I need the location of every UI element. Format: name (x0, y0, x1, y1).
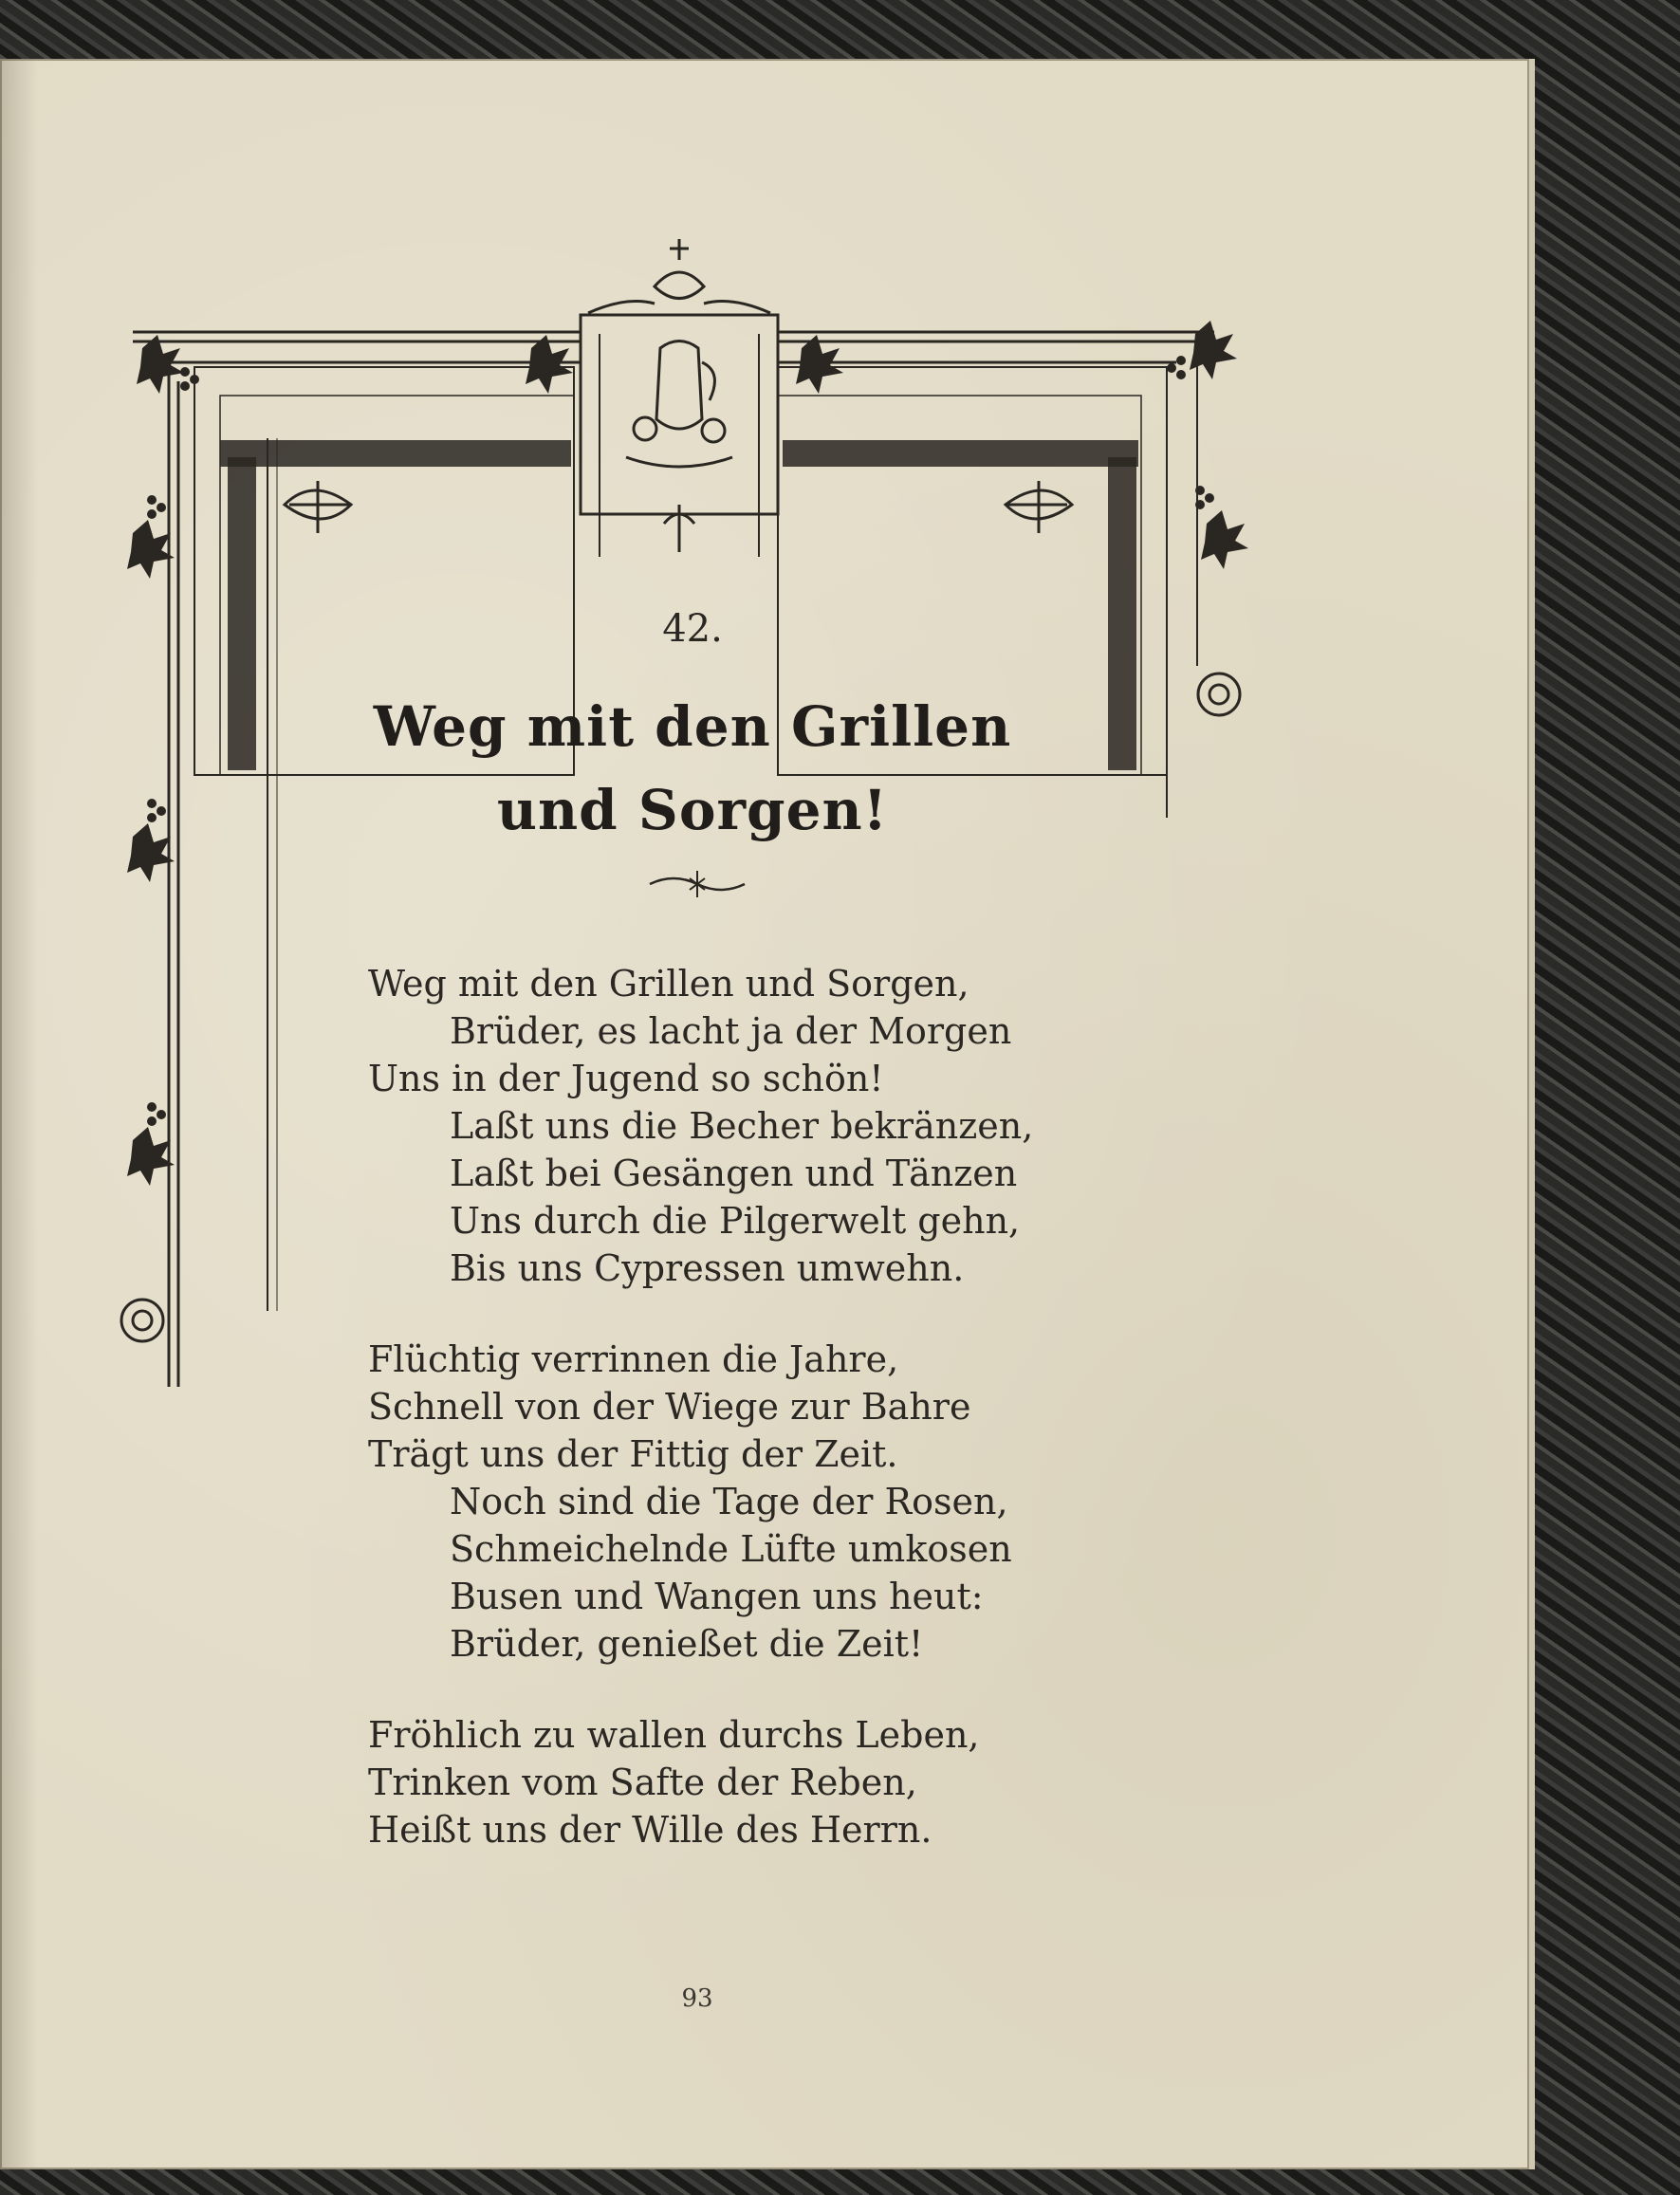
poem-line: Schnell von der Wiege zur Bahre (368, 1386, 971, 1428)
book-page (0, 59, 1535, 2169)
poem-line: Schmeichelnde Lüfte umkosen (450, 1528, 1012, 1570)
stanza-1 (368, 960, 1127, 1292)
poem-line: Busen und Wangen uns heut: (450, 1576, 984, 1617)
poem-body (368, 960, 1127, 1897)
poem-number: 42. (662, 607, 723, 651)
poem-line: Weg mit den Grillen und Sorgen, (368, 963, 969, 1005)
poem-line: Bis uns Cypressen umwehn. (450, 1247, 965, 1289)
poem-title-line-1: Weg mit den Grillen (373, 694, 1012, 759)
divider-flourish (645, 865, 749, 903)
poem-line: Laßt uns die Becher bekränzen, (450, 1105, 1034, 1147)
poem-line: Brüder, es lacht ja der Morgen (450, 1010, 1012, 1052)
poem-line: Brüder, genießet die Zeit! (450, 1623, 924, 1665)
stanza-3 (368, 1711, 1127, 1854)
poem-line: Uns in der Jugend so schön! (368, 1058, 884, 1099)
page-number: 93 (681, 1984, 713, 2013)
poem-title-line-2: und Sorgen! (496, 778, 889, 842)
stanza-2 (368, 1336, 1127, 1668)
poem-line: Laßt bei Gesängen und Tänzen (450, 1153, 1018, 1194)
poem-line: Trägt uns der Fittig der Zeit. (368, 1433, 898, 1475)
poem-line: Trinken vom Safte der Reben, (368, 1762, 917, 1803)
poem-line: Heißt uns der Wille des Herrn. (368, 1809, 932, 1851)
poem-line: Flüchtig verrinnen die Jahre, (368, 1338, 899, 1380)
poem-title (313, 685, 1072, 852)
poem-line: Uns durch die Pilgerwelt gehn, (450, 1200, 1021, 1242)
poem-line: Noch sind die Tage der Rosen, (450, 1481, 1008, 1522)
poem-line: Fröhlich zu wallen durchs Leben, (368, 1714, 980, 1756)
